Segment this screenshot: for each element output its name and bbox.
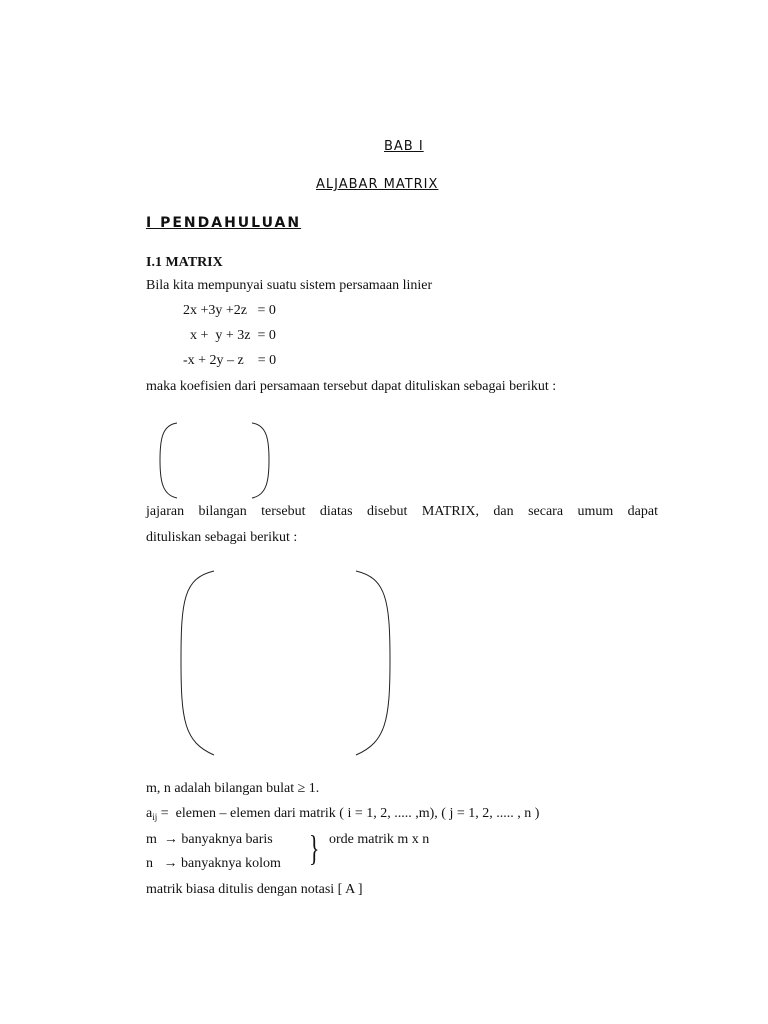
n-line: n → banyaknya kolom — [146, 856, 281, 871]
m-line: m → banyaknya baris — [146, 832, 273, 847]
aij-text: = elemen – elemen dari matrik ( i = 1, 2, ..... ,m), ( j = 1, 2, ..... , n ) — [157, 806, 540, 821]
curly-brace: } — [309, 828, 320, 868]
chapter-title: ALJABAR MATRIX — [316, 177, 439, 192]
jajaran-text-line-1: jajaran bilangan tersebut diatas disebut MATRIX, dan secara umum dapat — [146, 504, 658, 519]
equation-1: 2x +3y +2z = 0 — [183, 303, 276, 318]
equation-3: -x + 2y – z = 0 — [183, 353, 277, 368]
jajaran-text-line-2: dituliskan sebagai berikut : — [146, 530, 298, 545]
notation-text: matrik biasa ditulis dengan notasi [ A ] — [146, 882, 363, 897]
intro-text: Bila kita mempunyai suatu sistem persamaan linier — [146, 278, 433, 293]
aij-definition — [146, 806, 539, 822]
subsection-heading: I.1 MATRIX — [146, 255, 223, 270]
small-matrix-left-bracket — [160, 423, 177, 498]
small-matrix-right-bracket — [252, 423, 269, 498]
general-matrix-left-bracket — [181, 571, 214, 755]
aij-symbol: a — [146, 806, 153, 821]
equation-2: x + y + 3z = 0 — [183, 328, 276, 343]
aij-subscript: ij — [152, 812, 158, 822]
general-matrix-right-bracket — [356, 571, 390, 755]
chapter-heading: BAB I — [384, 139, 424, 154]
coefficient-text: maka koefisien dari persamaan tersebut dapat dituliskan sebagai berikut : — [146, 379, 557, 394]
orde-text: orde matrik m x n — [329, 832, 430, 847]
mn-text: m, n adalah bilangan bulat ≥ 1. — [146, 781, 320, 796]
section-heading: I PENDAHULUAN — [146, 215, 302, 231]
